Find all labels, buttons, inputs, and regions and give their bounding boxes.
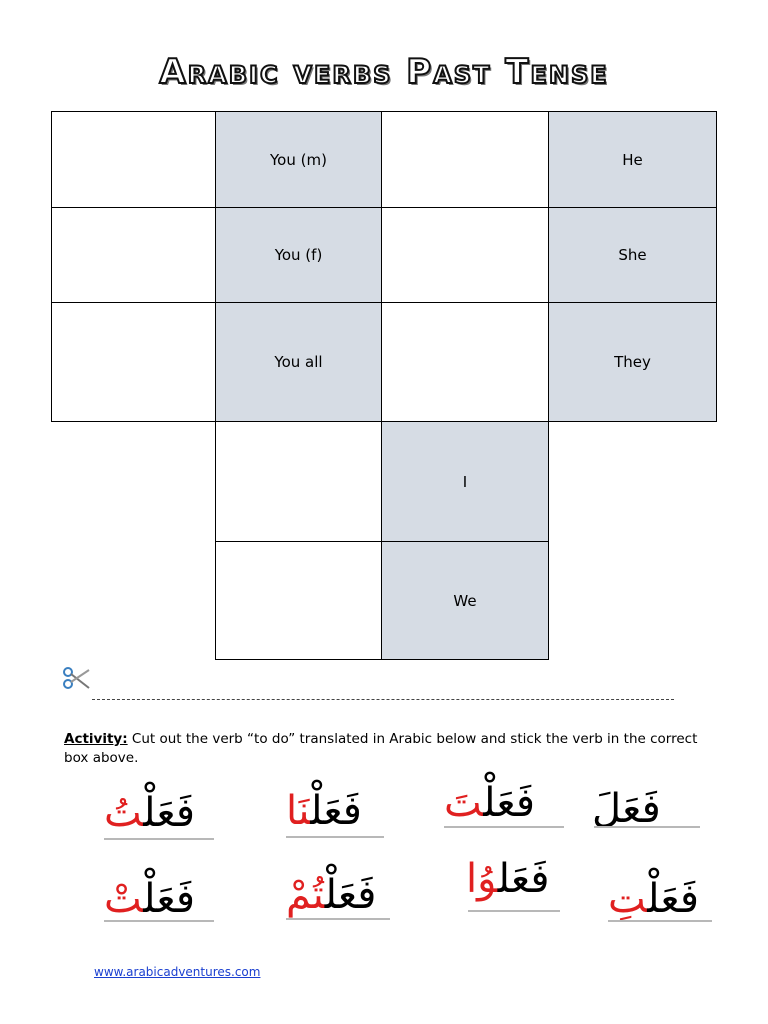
underline — [286, 836, 384, 838]
verb-stem: فَعَلْ — [310, 788, 362, 834]
verb-suffix: تُمْ — [286, 872, 325, 918]
verb-suffix: تُ — [104, 790, 144, 836]
pronoun-label: We — [453, 591, 477, 610]
verb-card — [444, 780, 535, 826]
answer-box-you-m — [51, 111, 216, 208]
verb-card — [466, 856, 549, 902]
answer-box-they — [381, 302, 549, 422]
answer-box-i — [215, 421, 382, 542]
verb-stem: فَعَلَ — [592, 786, 661, 832]
answer-box-you-f — [51, 207, 216, 303]
verb-suffix: تْ — [104, 876, 144, 922]
verb-stem: فَعَلْ — [324, 872, 377, 918]
underline — [104, 920, 214, 922]
pronoun-label: She — [618, 246, 647, 264]
cut-line — [92, 699, 674, 700]
underline — [444, 826, 564, 828]
verb-suffix: وُا — [466, 856, 498, 902]
underline — [594, 826, 700, 828]
label-cell-you-all — [215, 302, 382, 422]
underline — [104, 838, 214, 840]
verb-suffix: نَا — [286, 788, 311, 834]
verb-card — [286, 788, 362, 834]
label-cell-he — [548, 111, 717, 208]
verb-stem: فَعَلْ — [143, 876, 195, 922]
scissors-icon — [62, 666, 92, 692]
pronoun-label: They — [614, 353, 651, 371]
underline — [468, 910, 560, 912]
underline — [608, 920, 712, 922]
pronoun-label: You (m) — [270, 150, 327, 169]
pronoun-label: I — [462, 472, 468, 491]
label-cell-you-f — [215, 207, 382, 303]
answer-box-she — [381, 207, 549, 303]
activity-label: Activity: — [64, 731, 128, 747]
answer-box-he — [381, 111, 549, 208]
pronoun-label: You (f) — [274, 246, 323, 264]
label-cell-they — [548, 302, 717, 422]
answer-box-you-all — [51, 302, 216, 422]
verb-stem: فَعَلْ — [647, 876, 699, 922]
label-cell-you-m — [215, 111, 382, 208]
activity-instructions — [64, 730, 704, 768]
label-cell-i — [381, 421, 549, 542]
verb-stem: فَعَلْ — [143, 790, 195, 836]
page-title: Arabic verbs Past Tense — [159, 52, 609, 92]
pronoun-label: You all — [274, 353, 323, 371]
label-cell-she — [548, 207, 717, 303]
verb-stem: فَعَل — [497, 856, 550, 902]
verb-suffix: تَ — [444, 780, 484, 826]
pronoun-label: He — [622, 150, 643, 169]
verb-card — [104, 876, 195, 922]
footer-link[interactable]: www.arabicadventures.com — [94, 965, 261, 979]
label-cell-we — [381, 541, 549, 660]
verb-suffix: تِ — [608, 876, 648, 922]
verb-stem: فَعَلْ — [483, 780, 535, 826]
verb-card — [104, 790, 195, 836]
verb-card — [608, 876, 699, 922]
answer-box-we — [215, 541, 382, 660]
verb-card — [286, 872, 376, 918]
underline — [286, 918, 390, 920]
activity-text: Cut out the verb “to do” translated in Arabic below and stick the verb in the correct box above. — [64, 731, 698, 766]
